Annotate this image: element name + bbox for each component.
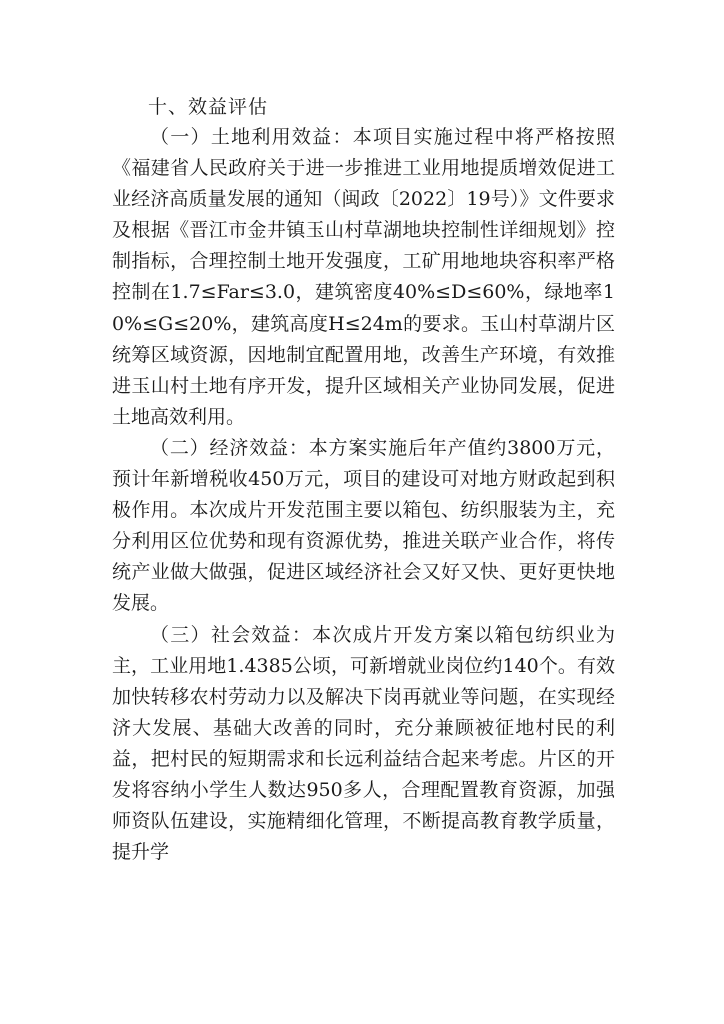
document-page (112, 92, 615, 868)
section-heading: 十、效益评估 (148, 96, 269, 118)
paragraph-social: （三）社会效益：本次成片开发方案以箱包纺织业为主，工业用地1.4385公顷，可新增就业岗位约140个。有效加快转移农村劳动力以及解决下岗再就业等问题，在实现经济大发展、基础大改善的同时，充分兼顾被征地村民的利益，把村民的短期需求和长远利益结合起来考虑。片区的开发将容纳小学生人数达950多人，合理配置教育资源，加强师资队伍建设，实施精细化管理，不断提高教育教学质量，提升学 (112, 623, 615, 864)
paragraph-land-use: （一）土地利用效益：本项目实施过程中将严格按照《福建省人民政府关于进一步推进工业用地提质增效促进工业经济高质量发展的通知（闽政〔2022〕19号）》文件要求及根据《晋江市金井镇玉山村草湖地块控制性详细规划》控制指标，合理控制土地开发强度，工矿用地地块容积率严格控制在1.7≤Far≤3.0，建筑密度40%≤D≤60%，绿地率10%≤G≤20%，建筑高度H≤24m的要求。玉山村草湖片区统筹区域资源，因地制宜配置用地，改善生产环境，有效推进玉山村土地有序开发，提升区域相关产业协同发展，促进土地高效利用。 (112, 126, 615, 428)
paragraph-economic: （二）经济效益：本方案实施后年产值约3800万元，预计年新增税收450万元，项目的建设可对地方财政起到积极作用。本次成片开发范围主要以箱包、纺织服装为主，充分利用区位优势和现有资源优势，推进关联产业合作，将传统产业做大做强，促进区域经济社会又好又快、更好更快地发展。 (112, 436, 615, 615)
